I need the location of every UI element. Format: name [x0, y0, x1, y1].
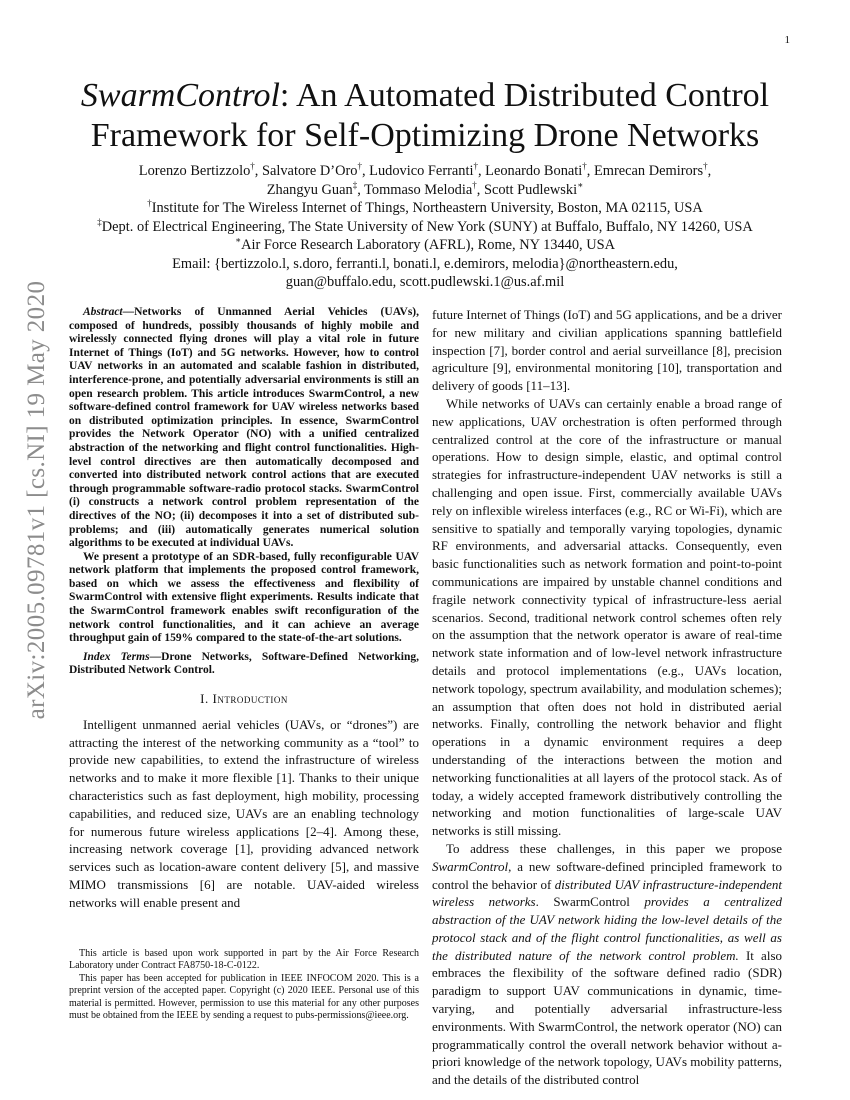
right-column	[432, 306, 782, 1089]
affiliation-mark: ‡	[97, 216, 102, 227]
body-text: . SwarmControl	[535, 894, 645, 910]
intro-paragraph-3	[432, 840, 782, 1089]
section-heading-introduction	[69, 690, 419, 708]
footnotes	[69, 948, 419, 1022]
title-italic-name: SwarmControl	[80, 77, 280, 114]
author-block	[60, 162, 790, 292]
author-line-2	[60, 181, 790, 200]
section-name: Introduction	[212, 691, 288, 707]
affiliation-northeastern	[60, 199, 790, 218]
abstract-paragraph-1	[69, 306, 419, 551]
section-numeral: I.	[200, 691, 213, 707]
affiliation-text: Institute for The Wireless Internet of Things, Northeastern University, Boston, MA 02115, USA	[151, 200, 703, 216]
body-text: It also embraces the flexibility of the software defined radio (SDR) paradigm to support UAV communications in dynamic, time-varying, and potentially adversarial infrastructure-less environments. With SwarmControl, the network operator (NO) can programmatically control the overall network behavior without a-priori knowledge of the network topology, UAVs mobility patterns, and the details of the distributed control	[432, 947, 783, 1088]
intro-paragraph-continued: future Internet of Things (IoT) and 5G applications, and be a driver for new military and civilian applications spanning battlefield inspection [7], border control and aerial surveillance [8], precision agriculture [9], environmental monitoring [10], transportation and delivery of goods [11–13].	[432, 307, 782, 394]
abstract-label: Abstract	[83, 306, 123, 318]
email-line-2: guan@buffalo.edu, scott.pudlewski.1@us.af.mil	[285, 274, 565, 290]
affiliation-afrl	[60, 236, 790, 255]
index-terms	[69, 651, 419, 678]
affiliation-mark: †	[582, 161, 587, 172]
affiliation-mark: ∗	[577, 179, 584, 190]
author-name: , Ludovico Ferranti	[361, 163, 474, 179]
affiliation-mark: †	[250, 161, 255, 172]
affiliation-mark: †	[472, 179, 477, 190]
body-text: , a new software-defined principled framework to control the behavior of	[432, 858, 782, 892]
author-name: , Emrecan Demirors	[586, 163, 704, 179]
title-line-1: : An Automated Distributed Control	[279, 77, 770, 114]
affiliation-mark: ‡	[352, 179, 358, 190]
author-name: , Salvatore D’Oro	[254, 163, 358, 179]
affiliation-text: Air Force Research Laboratory (AFRL), Rome, NY 13440, USA	[241, 237, 616, 253]
index-terms-text: —Drone Networks, Software-Defined Networking, Distributed Network Control.	[69, 650, 420, 677]
left-column	[69, 306, 419, 912]
body-text: To address these challenges, in this paper we propose	[446, 840, 782, 856]
affiliation-mark: †	[703, 161, 708, 172]
body-text-italic: provides a centralized abstraction of the UAV network hiding the low-level details of the protocol stack and of the flight control functionalities, as well as the distributed nature of the network control problem.	[432, 894, 782, 963]
email-line-1: Email: {bertizzolo.l, s.doro, ferranti.l, bonati.l, e.demirors, melodia}@northeastern.edu,	[172, 255, 678, 272]
abstract-text-1: —Networks of Unmanned Aerial Vehicles (UAVs), composed of hundreds, possibly thousands of highly mobile and wirelessly connected flying drones will play a vital role in future Internet of Things (IoT) and 5G networks. However, how to control UAV networks in an automated and scalable fashion in distributed, interference-prone, and potentially adversarial environments is still an open research problem. This article introduces SwarmControl, a new software-defined control framework for UAV wireless networks based on distributed optimization principles. In essence, SwarmControl provides the Network Operator (NO) with a unified centralized abstraction of the networking and flight control functionalities. High-level control directives are then automatically decomposed and converted into distributed network control actions that are executed through programmable software-radio protocol stacks. SwarmControl (i) constructs a network control problem representation of the directives of the NO; (ii) decomposes it into a set of distributed sub-problems; and (iii) automatically generates numerical solution algorithms to be executed at individual UAVs.	[69, 306, 419, 550]
intro-paragraph-1: Intelligent unmanned aerial vehicles (UAVs, or “drones”) are attracting the interest of the networking community as a “tool” to provide new capabilities, to extend the infrastructure of wireless networks and to make it more flexible [1]. Thanks to their unique characteristics such as fast deployment, high mobility, processing capabilities, and reduced size, UAVs are an enabling technology for numerous future wireless applications [2–4]. Among these, increasing network coverage [1], providing advanced network services such as location-aware content delivery [5], and massive MIMO transmissions [6] are notable. UAV-aided wireless networks will enable present and	[69, 716, 419, 910]
author-name: Lorenzo Bertizzolo	[138, 163, 251, 179]
author-separator: ,	[707, 163, 712, 179]
body-text-italic: distributed UAV infrastructure-independent wireless networks	[432, 876, 783, 910]
footnote-funding: This article is based upon work supported in part by the Air Force Research Laboratory under Contract FA8750-18-C-0122.	[69, 948, 419, 972]
author-name: Zhangyu Guan	[266, 181, 353, 198]
affiliation-buffalo	[60, 218, 790, 237]
affiliation-mark: †	[357, 161, 362, 172]
index-terms-label: Index Terms	[83, 650, 150, 663]
body-text-italic: SwarmControl	[432, 858, 509, 874]
author-name: , Tommaso Melodia	[357, 181, 473, 198]
paper-title	[60, 76, 790, 156]
arxiv-identifier-stamp	[22, 280, 52, 720]
author-name: , Scott Pudlewski	[476, 181, 578, 198]
affiliation-mark: †	[147, 198, 152, 209]
affiliation-text: Dept. of Electrical Engineering, The State University of New York (SUNY) at Buffalo, Buffalo, NY 14260, USA	[101, 218, 753, 235]
author-line-1	[60, 162, 790, 181]
affiliation-mark: †	[473, 161, 478, 172]
abstract-paragraph-2: We present a prototype of an SDR-based, fully reconfigurable UAV network platform that implements the proposed control framework, based on which we assess the effectiveness and flexibility of SwarmControl with extensive flight experiments. Results indicate that the SwarmControl framework enables swift reconfiguration of the network control functionalities, and it can achieve an average throughput gain of 159% compared to the state-of-the-art solutions.	[69, 550, 419, 645]
author-name: , Leonardo Bonati	[477, 163, 583, 179]
affiliation-mark: ∗	[234, 235, 242, 246]
title-line-2: Framework for Self-Optimizing Drone Networks	[90, 117, 760, 154]
intro-paragraph-2: While networks of UAVs can certainly enable a broad range of new applications, UAV orchestration is often performed through centralized control at the core of the infrastructure or manual operations. How to design simple, elastic, and optimal control strategies for infrastructure-independent UAV networks is still a challenging and open issue. First, commercially available UAVs rely on inflexible wireless interfaces (e.g., RC or Wi-Fi), which are sensitive to spatially and temporally varying topologies, dynamic RF environments, and adversarial attacks. Consequently, even basic functionalities such as network formation and point-to-point communications are impaired by unstable channel conditions and fragile network connectivity typical of infrastructure-less aerial scenarios. Second, traditional network control schemes often rely on the assumption that the network operator is aware of real-time network state information and of low-level network infrastructure details and protocol implementations (e.g., UAVs location, network topology, spectrum availability, and modulation schemes); an assumption that often does not hold in distributed aerial networks. Finally, controlling the network behavior and flight operations in a dynamic environment requires a deep understanding of the interactions between the motion and networking functionalities at all layers of the protocol stack. As of today, a widely accepted framework distributively controlling the networking and motion functionalities of large-scale UAV networks is still missing.	[432, 395, 782, 839]
arxiv-identifier-text: arXiv:2005.09781v1 [cs.NI] 19 May 2020	[23, 280, 50, 720]
footnote-copyright: This paper has been accepted for publication in IEEE INFOCOM 2020. This is a preprint version of the accepted paper. Copyright (c) 2020 IEEE. Personal use of this material is permitted. However, permission to use this material for any other purposes must be obtained from the IEEE by sending a request to pubs-permissions@ieee.org.	[69, 972, 419, 1022]
page-number: 1	[784, 34, 790, 46]
